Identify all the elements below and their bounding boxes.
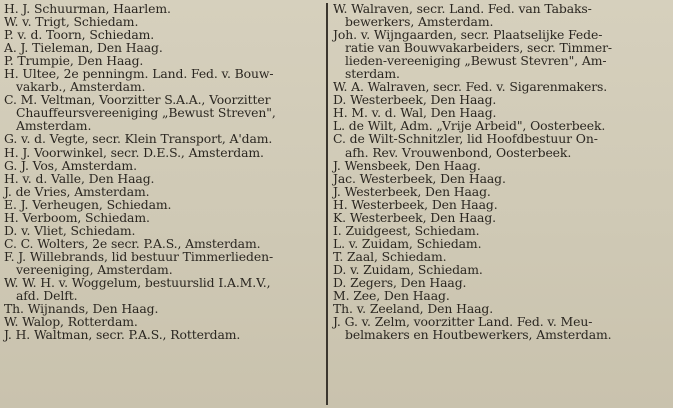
list-entry — [4, 172, 326, 185]
entry-line: F. J. Willebrands, lid bestuur Timmerlieden- — [4, 248, 274, 264]
entry-line: D. Zegers, Den Haag. — [333, 274, 467, 290]
entry-continuation-line: afh. Rev. Vrouwenbond, Oosterbeek. — [345, 144, 572, 160]
entry-line: H. J. Schuurman, Haarlem. — [4, 1, 171, 16]
entry-line: Jac. Westerbeek, Den Haag. — [333, 170, 506, 186]
entry-line: H. M. v. d. Wal, Den Haag. — [333, 105, 497, 121]
entry-line: G. J. Vos, Amsterdam. — [4, 157, 137, 173]
entry-line: W. A. Walraven, secr. Fed. v. Sigarenmakers. — [333, 79, 608, 95]
entry-line: T. Zaal, Schiedam. — [333, 248, 447, 264]
list-entry — [333, 224, 671, 237]
entry-line: G. v. d. Vegte, secr. Klein Transport, A'dam. — [4, 131, 273, 147]
entry-line: W. W. H. v. Woggelum, bestuurslid I.A.M.V., — [4, 274, 271, 290]
entry-line: M. Zee, Den Haag. — [333, 288, 450, 304]
entry-line: J. G. v. Zelm, voorzitter Land. Fed. v. Meu- — [333, 314, 593, 330]
list-entry — [4, 185, 326, 198]
entry-line: J. de Vries, Amsterdam. — [4, 183, 150, 199]
list-entry — [4, 250, 326, 276]
entry-line: H. Westerbeek, Den Haag. — [333, 196, 498, 212]
entry-continuation-line: vereeniging, Amsterdam. — [16, 261, 173, 277]
entry-line: L. de Wilt, Adm. „Vrije Arbeid", Oosterbeek. — [333, 118, 606, 134]
entry-continuation-line: vakarb., Amsterdam. — [16, 79, 146, 95]
list-entry — [4, 224, 326, 237]
entry-line: H. Ultee, 2e penningm. Land. Fed. v. Bouw- — [4, 66, 274, 82]
entry-line: I. Zuidgeest, Schiedam. — [333, 222, 480, 238]
list-entry — [333, 28, 671, 80]
list-entry — [4, 93, 326, 132]
entry-line: H. Verboom, Schiedam. — [4, 209, 150, 225]
entry-line: D. v. Vliet, Schiedam. — [4, 222, 136, 238]
entry-continuation-line: belmakers en Houtbewerkers, Amsterdam. — [345, 327, 612, 343]
list-entry — [333, 237, 671, 250]
list-entry — [4, 132, 326, 145]
entry-continuation-line: Amsterdam. — [16, 118, 92, 134]
entry-line: J. Westerbeek, Den Haag. — [333, 183, 491, 199]
list-entry — [4, 211, 326, 224]
entry-continuation-line: lieden-vereeniging „Bewust Stevren", Am- — [345, 53, 607, 69]
list-entry — [4, 276, 326, 302]
entry-continuation-line: ratie van Bouwvakarbeiders, secr. Timmer- — [345, 40, 612, 56]
list-entry — [4, 237, 326, 250]
entry-line: C. de Wilt-Schnitzler, lid Hoofdbestuur On- — [333, 131, 598, 147]
entry-line: L. v. Zuidam, Schiedam. — [333, 235, 482, 251]
entry-continuation-line: bewerkers, Amsterdam. — [345, 14, 494, 30]
list-entry — [4, 67, 326, 93]
list-entry — [333, 172, 671, 185]
entry-line: D. Westerbeek, Den Haag. — [333, 92, 497, 108]
entry-line: A. J. Tieleman, Den Haag. — [4, 40, 163, 56]
entry-line: J. H. Waltman, secr. P.A.S., Rotterdam. — [4, 327, 241, 343]
entry-line: Th. Wijnands, Den Haag. — [4, 301, 159, 317]
list-entry — [333, 250, 671, 263]
list-entry — [4, 328, 326, 341]
entry-line: W. v. Trigt, Schiedam. — [4, 14, 139, 30]
entry-continuation-line: afd. Delft. — [16, 288, 78, 304]
entry-line: J. Wensbeek, Den Haag. — [333, 157, 481, 173]
list-entry — [333, 198, 671, 211]
entry-line: P. v. d. Toorn, Schiedam. — [4, 27, 155, 43]
entry-line: C. C. Wolters, 2e secr. P.A.S., Amsterdam. — [4, 235, 261, 251]
list-entry — [333, 2, 671, 28]
entry-line: W. Walraven, secr. Land. Fed. van Tabaks- — [333, 1, 592, 16]
list-entry — [4, 146, 326, 159]
entry-line: W. Walop, Rotterdam. — [4, 314, 138, 330]
entry-line: E. J. Verheugen, Schiedam. — [4, 196, 172, 212]
list-entry — [4, 159, 326, 172]
entry-line: P. Trumpie, Den Haag. — [4, 53, 144, 69]
entry-line: Joh. v. Wijngaarden, secr. Plaatselijke Fede- — [333, 27, 603, 43]
list-entry — [4, 198, 326, 211]
entry-line: H. v. d. Valle, Den Haag. — [4, 170, 155, 186]
column-divider — [326, 3, 328, 405]
list-entry — [333, 132, 671, 158]
list-entry — [333, 211, 671, 224]
entry-line: Th. v. Zeeland, Den Haag. — [333, 301, 494, 317]
entry-line: K. Westerbeek, Den Haag. — [333, 209, 497, 225]
entry-line: D. v. Zuidam, Schiedam. — [333, 261, 483, 277]
list-entry — [333, 185, 671, 198]
entry-line: H. J. Voorwinkel, secr. D.E.S., Amsterdam. — [4, 144, 264, 160]
list-entry — [333, 315, 671, 341]
right-column — [333, 2, 671, 341]
entry-line: C. M. Veltman, Voorzitter S.A.A., Voorzitter — [4, 92, 271, 108]
entry-continuation-line: Chauffeursvereeniging „Bewust Streven", — [16, 105, 276, 121]
left-column — [4, 2, 326, 341]
entry-continuation-line: sterdam. — [345, 66, 400, 82]
list-entry — [333, 159, 671, 172]
